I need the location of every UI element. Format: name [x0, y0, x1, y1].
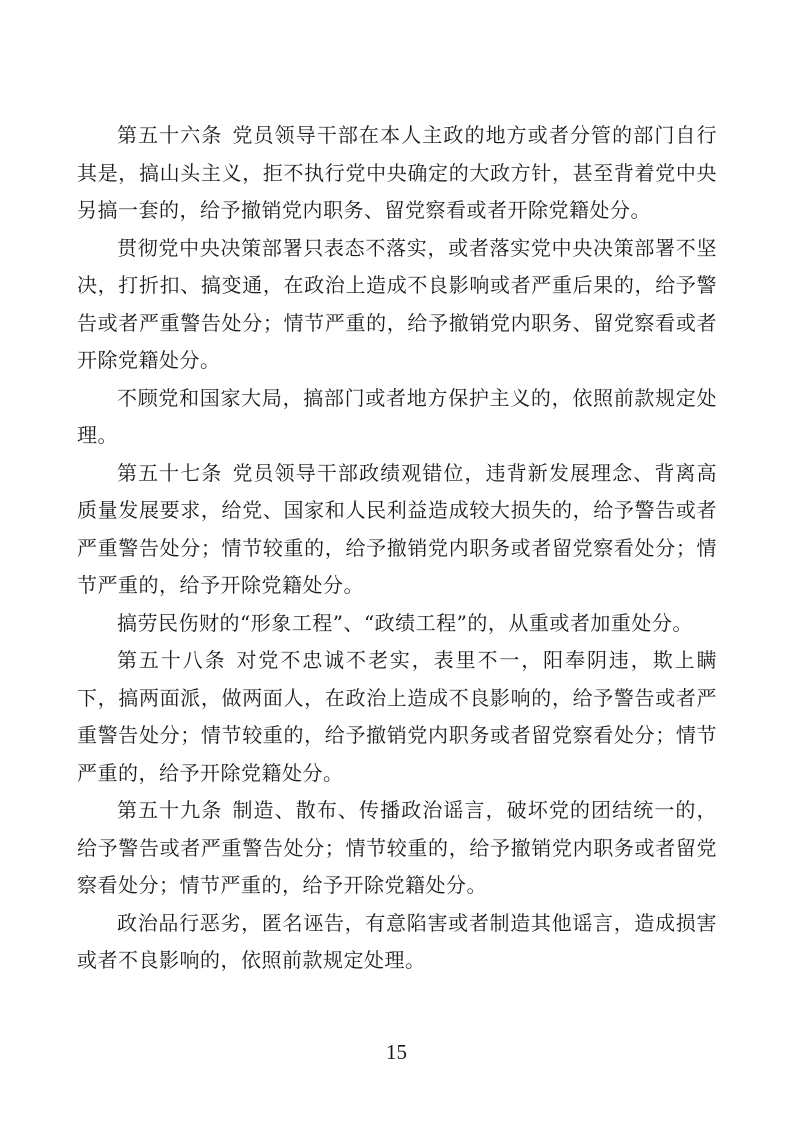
- article-number: 第五十八条: [117, 648, 227, 672]
- paragraph-article-58: [77, 642, 717, 792]
- paragraph-text: 搞劳民伤财的“形象工程”、“政绩工程”的，从重或者加重处分。: [117, 610, 693, 635]
- paragraph-text: 对党不忠诚不老实，表里不一，阳奉阴违，欺上瞒下，搞两面派，做两面人，在政治上造成不良影响的，给予警告或者严重警告处分；情节较重的，给予撤销党内职务或者留党察看处分；情节严重的，给予开除党籍处分。: [77, 648, 718, 785]
- paragraph-text: 不顾党和国家大局，搞部门或者地方保护主义的，依照前款规定处理。: [77, 385, 717, 447]
- paragraph-text: 贯彻党中央决策部署只表态不落实，或者落实党中央决策部署不坚决，打折扣、搞变通，在政治上造成不良影响或者严重后果的，给予警告或者严重警告处分；情节严重的，给予撤销党内职务、留党察看或者开除党籍处分。: [77, 235, 717, 372]
- page-number: 15: [386, 1040, 407, 1064]
- paragraph-article-59: [77, 792, 717, 905]
- paragraph-text: 党员领导干部政绩观错位，违背新发展理念、背离高质量发展要求，给党、国家和人民利益造成较大损失的，给予警告或者严重警告处分；情节较重的，给予撤销党内职务或者留党察看处分；情节严重的，给予开除党籍处分。: [77, 460, 718, 597]
- article-number: 第五十七条: [117, 460, 223, 485]
- paragraph-text: 制造、散布、传播政治谣言，破坏党的团结统一的，给予警告或者严重警告处分；情节较重的，给予撤销党内职务或者留党察看处分；情节严重的，给予开除党籍处分。: [77, 798, 718, 897]
- paragraph: [77, 605, 717, 643]
- article-number: 第五十九条: [117, 798, 223, 822]
- document-body: [77, 117, 717, 980]
- paragraph: [77, 905, 717, 980]
- paragraph-article-56: [77, 117, 717, 230]
- paragraph: [77, 380, 717, 455]
- article-number: 第五十六条: [117, 123, 223, 147]
- paragraph-article-57: [77, 455, 717, 605]
- paragraph-text: 党员领导干部在本人主政的地方或者分管的部门自行其是，搞山头主义，拒不执行党中央确定的大政方针，甚至背着党中央另搞一套的，给予撤销党内职务、留党察看或者开除党籍处分。: [77, 123, 718, 222]
- paragraph-text: 政治品行恶劣，匿名诬告，有意陷害或者制造其他谣言，造成损害或者不良影响的，依照前款规定处理。: [77, 910, 717, 972]
- paragraph: [77, 230, 717, 380]
